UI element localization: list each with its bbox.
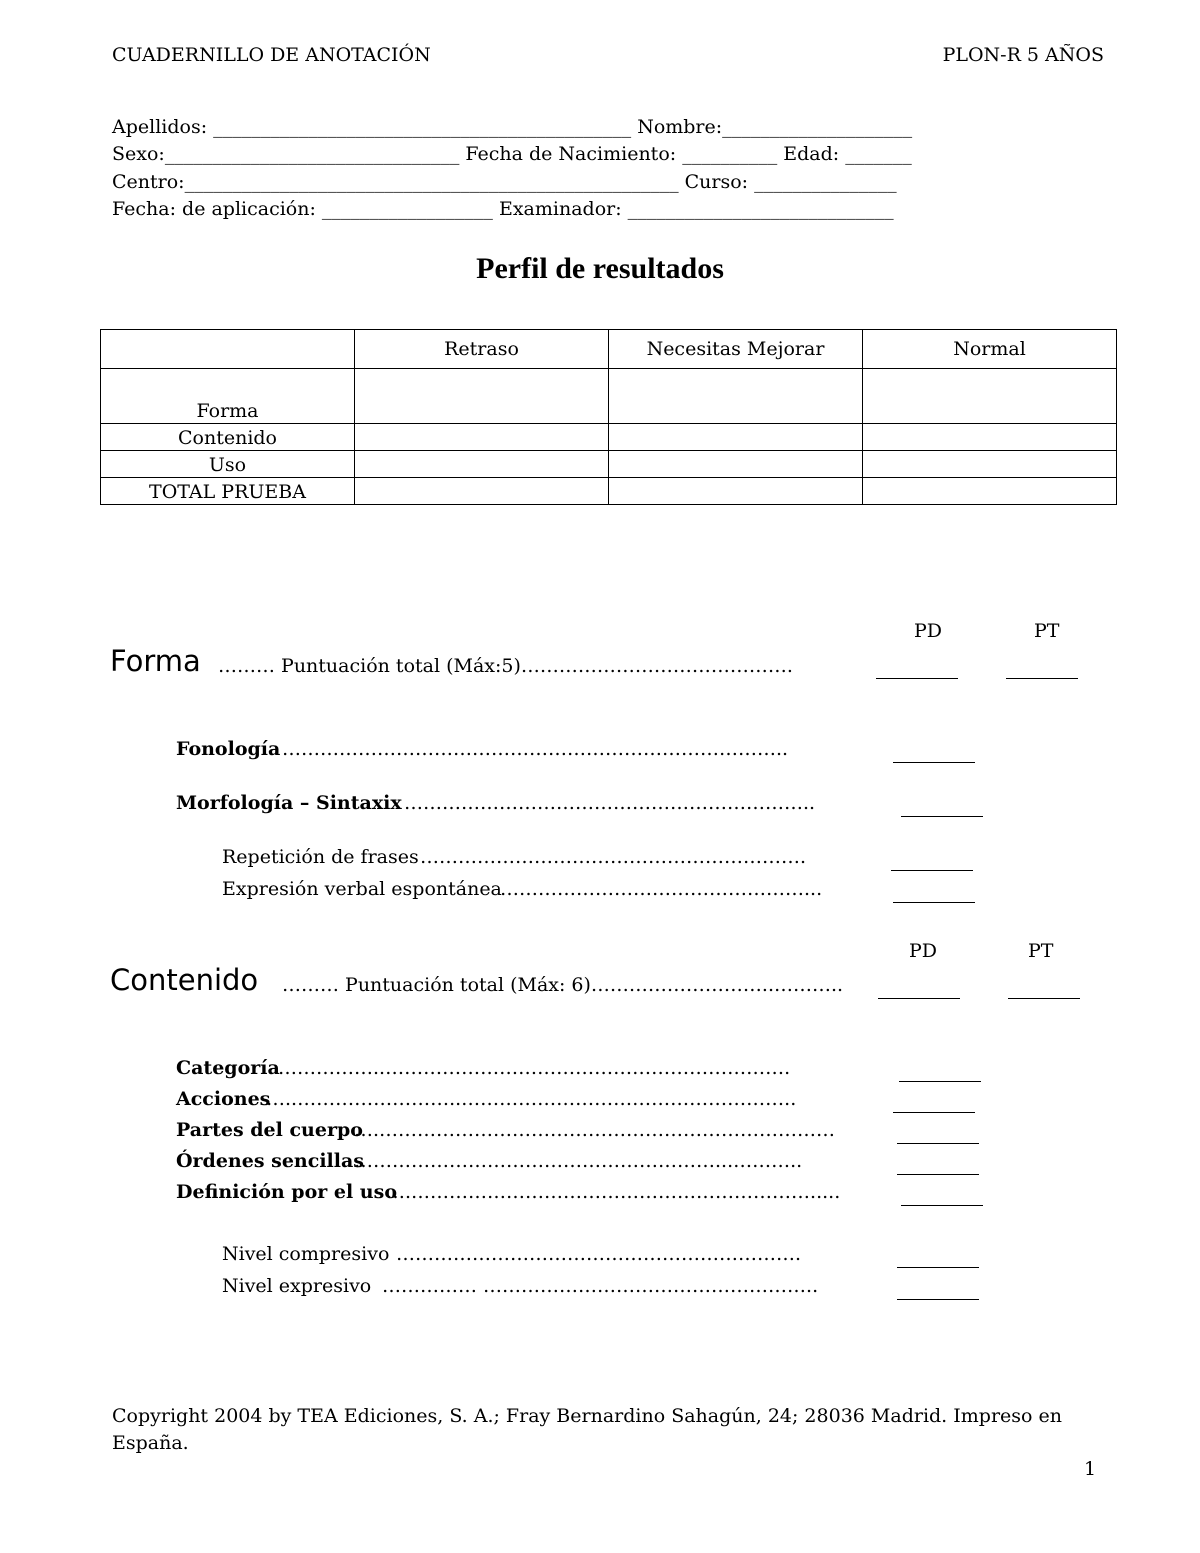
table-header-cell (101, 330, 355, 369)
page-number: 1 (1084, 1458, 1097, 1480)
forma-subitem-label: Expresión verbal espontánea (222, 878, 502, 900)
contenido-item-dots: ….……………………………………………………………… (354, 1119, 836, 1141)
expresivo-pd-blank[interactable] (897, 1299, 979, 1300)
contenido-item-label: Definición por el uso (176, 1181, 397, 1203)
table-cell[interactable] (609, 478, 863, 505)
table-header-cell: Necesitas Mejorar (609, 330, 863, 369)
table-cell[interactable] (355, 478, 609, 505)
table-cell[interactable] (863, 451, 1117, 478)
table-cell[interactable] (609, 369, 863, 424)
contenido-item-dots: …………………………………………………...……….. (354, 1150, 803, 1172)
table-cell[interactable] (863, 424, 1117, 451)
expresion-pd-blank[interactable] (893, 902, 975, 903)
partes-pd-blank[interactable] (897, 1143, 979, 1144)
forma-item-dots: ……………………………………………………….. (404, 792, 816, 814)
field-apellidos-nombre[interactable]: Apellidos: ____________________________________________ Nombre:____________________ (112, 116, 913, 138)
comprensivo-pd-blank[interactable] (897, 1267, 979, 1268)
table-cell[interactable] (355, 424, 609, 451)
contenido-subitem-label: Nivel compresivo (222, 1243, 390, 1265)
table-row (101, 369, 1117, 424)
contenido-section-title: Contenido (110, 963, 259, 997)
acciones-pd-blank[interactable] (893, 1112, 975, 1113)
contenido-item-label: Categoría (176, 1057, 280, 1079)
table-row (101, 451, 1117, 478)
forma-pt-header: PT (1034, 620, 1060, 642)
contenido-item-label: Acciones (176, 1088, 271, 1110)
table-header-cell: Retraso (355, 330, 609, 369)
forma-subitem-label: Repetición de frases (222, 846, 419, 868)
contenido-item-label: Órdenes sencillas (176, 1150, 364, 1172)
contenido-pd-header: PD (909, 940, 938, 962)
field-centro-curso[interactable]: Centro:____________________________________________________ Curso: _______________ (112, 171, 897, 193)
forma-item-label: Morfología – Sintaxix (176, 792, 402, 814)
definicion-pd-blank[interactable] (901, 1205, 983, 1206)
forma-item-dots: …………………………………………………………………….. (282, 738, 789, 760)
row-label: Forma (101, 369, 355, 424)
contenido-item-dots: …..……………………..…………………………………………….. (266, 1088, 797, 1110)
forma-subitem-dots: …………………………………………... (500, 878, 823, 900)
contenido-subitem-label: Nivel expresivo (222, 1275, 372, 1297)
copyright-notice: Copyright 2004 by TEA Ediciones, S. A.; Fray Bernardino Sahagún, 24; 28036 Madrid. Impreso en España. (112, 1405, 1062, 1454)
morfologia-pd-blank[interactable] (901, 816, 983, 817)
row-label: TOTAL PRUEBA (101, 478, 355, 505)
forma-subitem-dots: ……………………………………………………. (420, 846, 807, 868)
table-row (101, 424, 1117, 451)
forma-pd-blank[interactable] (876, 678, 958, 679)
contenido-pt-header: PT (1028, 940, 1054, 962)
contenido-total-line: ……… Puntuación total (Máx: 6)………………………..……….. (282, 974, 844, 996)
table-header-row (101, 330, 1117, 369)
contenido-item-dots: ……………..………………………………………………………. (278, 1057, 791, 1079)
results-table (100, 329, 1117, 505)
ordenes-pd-blank[interactable] (897, 1174, 979, 1175)
contenido-pt-blank[interactable] (1008, 998, 1080, 999)
contenido-subitem-dots: …………… …………………………………………….. (382, 1275, 819, 1297)
forma-section-title: Forma (110, 644, 201, 678)
row-label: Uso (101, 451, 355, 478)
contenido-item-label: Partes del cuerpo (176, 1119, 363, 1141)
table-cell[interactable] (355, 451, 609, 478)
table-row (101, 478, 1117, 505)
field-sexo-fecha-edad[interactable]: Sexo:_______________________________ Fecha de Nacimiento: __________ Edad: _______ (112, 143, 912, 165)
table-cell[interactable] (609, 424, 863, 451)
contenido-subitem-dots: ………………………………………………………. (396, 1243, 802, 1265)
table-cell[interactable] (609, 451, 863, 478)
categoria-pd-blank[interactable] (899, 1081, 981, 1082)
header-right: PLON-R 5 AÑOS (942, 44, 1104, 66)
fonologia-pd-blank[interactable] (893, 762, 975, 763)
table-header-cell: Normal (863, 330, 1117, 369)
forma-total-line: ……… Puntuación total (Máx:5)……………………………………. (218, 655, 793, 677)
field-fecha-examinador[interactable]: Fecha: de aplicación: __________________ Examinador: ____________________________ (112, 198, 894, 220)
forma-item-label: Fonología (176, 738, 281, 760)
row-label: Contenido (101, 424, 355, 451)
page-title: Perfil de resultados (476, 252, 724, 285)
contenido-item-dots: ….………………………………………………………..... (386, 1181, 841, 1203)
contenido-pd-blank[interactable] (878, 998, 960, 999)
repeticion-pd-blank[interactable] (891, 870, 973, 871)
table-cell[interactable] (863, 369, 1117, 424)
table-cell[interactable] (863, 478, 1117, 505)
table-cell[interactable] (355, 369, 609, 424)
header-left: CUADERNILLO DE ANOTACIÓN (112, 44, 431, 66)
forma-pd-header: PD (914, 620, 943, 642)
forma-pt-blank[interactable] (1006, 678, 1078, 679)
